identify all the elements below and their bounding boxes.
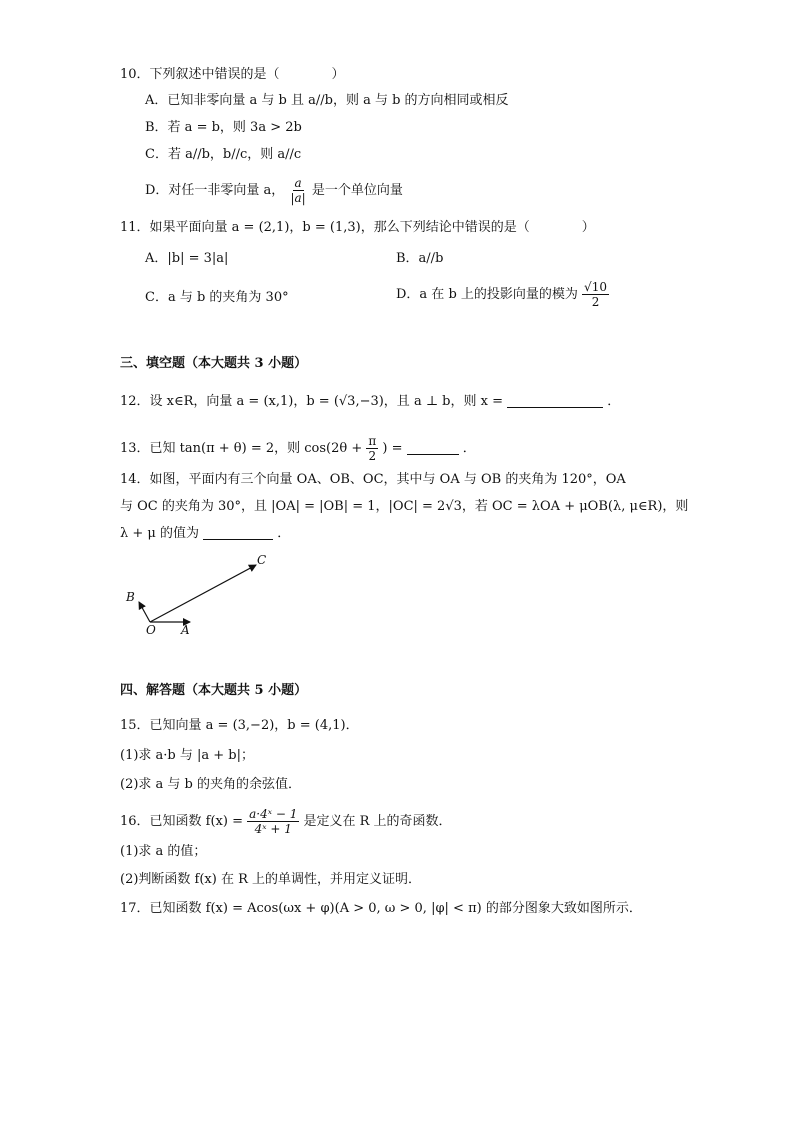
q14-vector-figure — [118, 548, 278, 644]
q15-stem: 15．已知向量 a = (3,−2)，b = (4,1)． — [120, 718, 359, 733]
label-a: A — [181, 623, 190, 637]
vector-ob-arrow — [139, 602, 150, 622]
q13 — [120, 434, 476, 463]
q12 — [120, 393, 620, 411]
q16-fraction — [247, 807, 299, 836]
q11-d-denominator: 2 — [591, 295, 600, 309]
q11-option-d — [396, 280, 609, 309]
q16-text: 16．已知函数 f(x) = — [120, 814, 243, 829]
q11-option-c: C．a 与 b 的夹角为 30° — [145, 290, 289, 305]
q13-numerator: π — [368, 434, 377, 448]
q17-stem: 17．已知函数 f(x) = Acos(ωx + φ)(A > 0, ω > 0, |φ| < π) 的部分图象大致如图所示． — [120, 901, 642, 916]
label-c: C — [257, 553, 267, 567]
q10-option-c: C．若 a//b，b//c，则 a//c — [145, 147, 302, 162]
q15-part-1: (1)求 a·b 与 |a + b|； — [120, 748, 255, 763]
label-o: O — [146, 623, 156, 637]
q14-text: λ + μ 的值为 — [120, 526, 199, 541]
q13-denominator: 2 — [368, 449, 377, 463]
q12-period: ． — [607, 394, 621, 409]
q10-option-d-suffix: 是一个单位向量 — [311, 183, 403, 198]
q13-period: ． — [462, 441, 476, 456]
q10-stem: 10．下列叙述中错误的是（ ） — [120, 67, 345, 82]
q10-option-d — [145, 176, 403, 205]
q13-text: 13．已知 tan(π + θ) = 2，则 cos(2θ + — [120, 441, 363, 456]
q13-fraction — [366, 434, 378, 463]
q15-part-2: (2)求 a 与 b 的夹角的余弦值． — [120, 777, 302, 792]
q16-denominator: 4ˣ + 1 — [254, 822, 292, 836]
q16-numerator: a·4ˣ − 1 — [249, 807, 298, 821]
section-answer-heading: 四、解答题（本大题共 5 小题） — [120, 683, 308, 698]
q10-option-a: A．已知非零向量 a 与 b 且 a//b，则 a 与 b 的方向相同或相反 — [145, 93, 509, 108]
q10-option-b: B．若 a = b，则 3a > 2b — [145, 120, 302, 135]
q16-stem — [120, 807, 452, 836]
q11-option-b: B．a//b — [396, 251, 444, 266]
q12-text: 12．设 x∈R，向量 a = (x,1)，b = (√3,−3)，且 a ⊥ b，则 x = — [120, 394, 503, 409]
q11-option-a: A．|b| = 3|a| — [145, 251, 229, 266]
q11-option-d-prefix: D．a 在 b 上的投影向量的模为 — [396, 287, 578, 302]
q10-option-d-prefix: D．对任一非零向量 a， — [145, 183, 285, 198]
section-fill-in-heading: 三、填空题（本大题共 3 小题） — [120, 356, 308, 371]
q10-d-numerator: a — [294, 176, 302, 190]
q14-line-2: 与 OC 的夹角为 30°，且 |OA| = |OB| = 1，|OC| = 2√3，若 OC = λOA + μOB(λ, μ∈R)，则 — [120, 499, 689, 514]
q12-answer-blank[interactable] — [507, 393, 603, 408]
q10-option-d-fraction — [288, 176, 307, 205]
vector-oc-arrow — [150, 565, 256, 622]
q13-answer-blank[interactable] — [407, 440, 459, 455]
q14-line-1: 14．如图，平面内有三个向量 OA、OB、OC，其中与 OA 与 OB 的夹角为 120°，OA — [120, 472, 626, 487]
q16-part-2: (2)判断函数 f(x) 在 R 上的单调性，并用定义证明． — [120, 872, 422, 887]
q10-d-denominator: |a| — [290, 191, 306, 205]
q16-part-1: (1)求 a 的值； — [120, 844, 207, 859]
q13-text-mid: ) = — [382, 441, 403, 456]
label-b: B — [126, 590, 135, 604]
q11-stem: 11．如果平面向量 a = (2,1)，b = (1,3)，那么下列结论中错误的是（ ） — [120, 220, 595, 235]
q14-line-3 — [120, 525, 290, 543]
q14-period: ． — [277, 526, 291, 541]
q11-d-numerator: √10 — [584, 280, 607, 294]
q16-text-post: 是定义在 R 上的奇函数． — [303, 814, 452, 829]
q14-answer-blank[interactable] — [203, 525, 273, 540]
q11-option-d-fraction — [582, 280, 609, 309]
